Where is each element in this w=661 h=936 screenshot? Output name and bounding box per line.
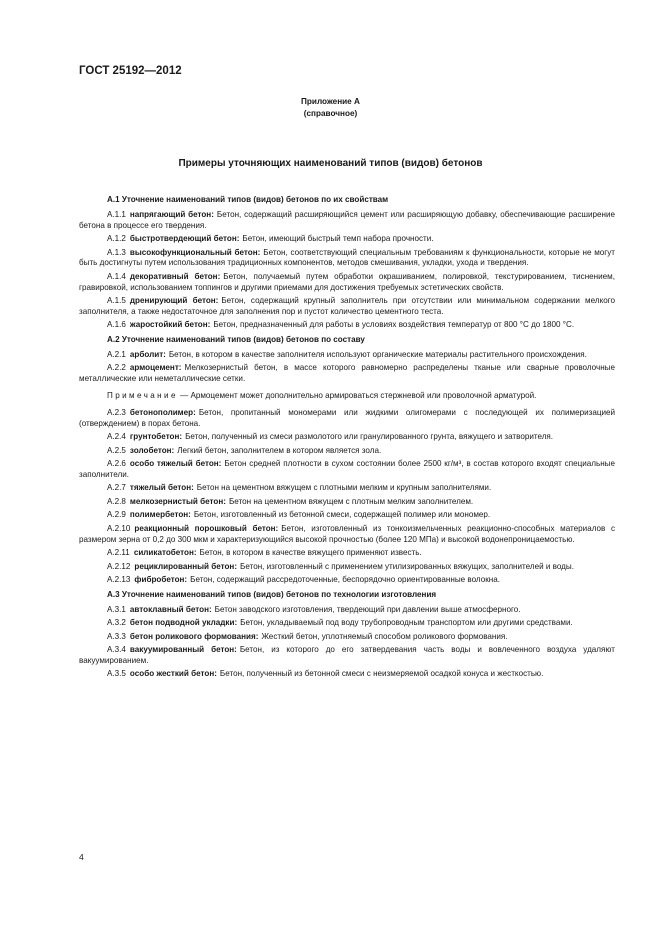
definition-item: [79, 210, 615, 232]
definition-item: [79, 524, 615, 546]
item-number: А.2.6: [107, 459, 126, 469]
item-text: Бетон, содержащий рассредоточенные, беспорядочно ориентированные волокна.: [190, 575, 501, 585]
item-number: А.2.3: [107, 407, 126, 417]
item-text: Бетон, получаемый путем обработки окрашиванием, полировкой, текстурированием, тиснением, гравировкой, использованием топпингов и другими приемами для достижения требуемых эстетических свойств.: [79, 271, 615, 292]
item-term: бетон роликового формования:: [129, 631, 259, 641]
definition-item: [79, 320, 615, 331]
item-text: Бетон, соответствующий специальным требованиям к функциональности, которые не могут быть достигнуты путем использования традиционных компонентов, методов смешивания, укладки, ухода и твердения.: [79, 247, 616, 268]
page-number: 4: [79, 852, 84, 862]
appendix-subtitle: (справочное): [303, 109, 358, 118]
item-text: Бетон на цементном вяжущем с плотным мелким заполнителем.: [228, 496, 474, 506]
item-number: А.2.9: [107, 510, 126, 520]
item-number: А.2.4: [107, 432, 126, 442]
item-number: А.2.12: [107, 561, 131, 571]
item-text: Бетон заводского изготовления, твердеющий при давлении выше атмосферного.: [214, 604, 521, 614]
definition-item: [79, 548, 615, 559]
item-number: А.1.3: [107, 247, 126, 257]
definition-item: [79, 408, 615, 430]
item-text: Бетон, укладываемый под воду трубопроводным транспортом или другими средствами.: [240, 618, 573, 628]
item-term: дренирующий бетон:: [129, 296, 219, 306]
item-number: А.2.13: [107, 575, 131, 585]
item-number: А.2.5: [107, 445, 126, 455]
item-text: Бетон, имеющий быстрый темп набора прочности.: [242, 234, 434, 244]
appendix-title: Приложение А: [301, 97, 360, 106]
item-term: быстротвердеющий бетон:: [129, 234, 240, 244]
item-text: Бетон, в котором в качестве вяжущего применяют известь.: [199, 548, 422, 558]
definition-item: [79, 497, 615, 508]
definition-item: [79, 350, 615, 361]
document-body: [79, 191, 615, 683]
item-number: А.3.5: [107, 669, 126, 679]
item-text: Бетон, в котором в качестве заполнителя используют органические материалы растительного происхождения.: [168, 350, 587, 359]
definition-item: [79, 605, 615, 616]
definition-item: [79, 562, 615, 573]
item-text: Бетон, пропитанный мономерами или жидкими олигомерами с последующей их полимеризацией (отверждением) в порах бетона.: [79, 407, 615, 428]
definition-item: [79, 669, 615, 680]
item-term: автоклавный бетон:: [129, 604, 212, 614]
note-label: Примечание: [107, 391, 178, 401]
item-term: декоративный бетон:: [129, 271, 221, 281]
document-id: ГОСТ 25192—2012: [79, 65, 182, 77]
item-text: Бетон, полученный из бетонной смеси с неизмеряемой осадкой конуса и жесткостью.: [219, 669, 544, 679]
item-number: А.1.1: [107, 209, 126, 219]
section-heading: А.3 Уточнение наименований типов (видов) бетонов по технологии изготовления: [107, 589, 437, 599]
page-title: Примеры уточняющих наименований типов (видов) бетонов: [178, 158, 483, 169]
item-text: Легкий бетон, заполнителем в котором является зола.: [177, 445, 382, 455]
item-text: Мелкозернистый бетон, в массе которого равномерно распределены тканые или сварные проволочные металлические или неметаллические сетки.: [79, 363, 615, 384]
section-heading: А.1 Уточнение наименований типов (видов) бетонов по их свойствам: [107, 195, 389, 204]
item-number: А.1.2: [107, 234, 126, 244]
item-text: Бетон, содержащий крупный заполнитель при отсутствии или минимальном содержании мелкого заполнителя, а также недостаточное для заполнения пор и пустот количество цементного теста.: [79, 296, 615, 316]
definition-item: [79, 510, 615, 521]
definition-item: [79, 446, 615, 457]
item-term: напрягающий бетон:: [129, 209, 214, 219]
definition-item: [79, 459, 615, 481]
definition-item: [79, 248, 615, 270]
item-number: А.1.6: [107, 320, 126, 330]
definition-item: [79, 432, 615, 443]
definition-item: [79, 618, 615, 629]
item-text: Бетон, содержащий расширяющийся цемент или расширяющую добавку, обеспечивающие расширение бетона в процессе его твердения.: [79, 209, 616, 230]
item-number: А.2.1: [107, 350, 126, 359]
definition-item: [79, 363, 615, 385]
item-term: бетон подводной укладки:: [129, 618, 238, 628]
item-term: золобетон:: [129, 445, 175, 455]
item-number: А.2.8: [107, 496, 126, 506]
item-number: А.1.5: [107, 296, 126, 306]
definition-item: [79, 272, 615, 294]
item-text: Бетон средней плотности в сухом состоянии более 2500 кг/м³, в состав которого входят специальные заполнители.: [79, 459, 615, 479]
item-term: реакционный порошковый бетон:: [134, 523, 279, 533]
item-term: силикатобетон:: [133, 548, 197, 558]
item-term: фибробетон:: [134, 575, 188, 585]
item-text: Бетон, изготовленный из тонкоизмельченных реакционно-способных материалов с размером зерна от 0,2 до 300 мкм и характеризующийся высокой прочностью (более 120 МПа) и высокой водонепроницаемостью.: [79, 523, 615, 544]
item-term: мелкозернистый бетон:: [129, 496, 226, 506]
item-term: грунтобетон:: [129, 432, 183, 442]
definition-item: [79, 296, 615, 318]
definition-item: [79, 483, 615, 494]
definition-item: [79, 632, 615, 643]
item-term: вакуумированный бетон:: [129, 645, 237, 655]
item-text: Бетон, изготовленный с применением утилизированных вяжущих, заполнителей и воды.: [240, 561, 574, 571]
section-heading: А.2 Уточнение наименований типов (видов) бетонов по составу: [107, 335, 365, 345]
item-term: особо тяжелый бетон:: [129, 459, 222, 469]
item-term: армоцемент:: [129, 363, 182, 373]
item-number: А.3.3: [107, 631, 126, 641]
item-term: полимербетон:: [129, 510, 191, 520]
item-number: А.2.2: [107, 363, 126, 373]
item-number: А.3.4: [107, 645, 126, 655]
item-term: бетонополимер:: [129, 407, 196, 417]
item-number: А.1.4: [107, 271, 126, 281]
item-text: Бетон на цементном вяжущем с плотными мелким и крупным заполнителями.: [196, 483, 492, 493]
item-text: Бетон, из которого до его затвердевания часть воды и вовлеченного воздуха удаляют вакуумированием.: [79, 645, 616, 665]
definition-item: [79, 575, 615, 586]
item-number: А.3.1: [107, 604, 126, 614]
item-number: А.2.11: [107, 548, 130, 558]
item-term: рециклированный бетон:: [134, 561, 238, 571]
item-term: жаростойкий бетон:: [129, 320, 211, 330]
definition-item: [79, 645, 615, 667]
item-term: арболит:: [129, 350, 166, 359]
item-term: тяжелый бетон:: [129, 483, 194, 493]
item-text: Жесткий бетон, уплотняемый способом роликового формования.: [261, 631, 508, 641]
item-number: А.3.2: [107, 618, 126, 628]
note-text: — Армоцемент может дополнительно армироваться стержневой или проволочной арматурой.: [180, 391, 537, 401]
item-term: высокофункциональный бетон:: [129, 247, 261, 257]
item-text: Бетон, изготовленный из бетонной смеси, содержащей полимер или мономер.: [193, 510, 491, 520]
item-text: Бетон, предназначенный для работы в условиях воздействия температур от 800 °С до 1800 °С.: [213, 320, 575, 330]
note: [79, 391, 615, 402]
item-term: особо жесткий бетон:: [129, 669, 217, 679]
definition-item: [79, 234, 615, 245]
item-number: А.2.7: [107, 483, 126, 493]
item-text: Бетон, полученный из смеси размолотого или гранулированного грунта, вяжущего и затворителя.: [185, 432, 554, 442]
item-number: А.2.10: [107, 523, 131, 533]
